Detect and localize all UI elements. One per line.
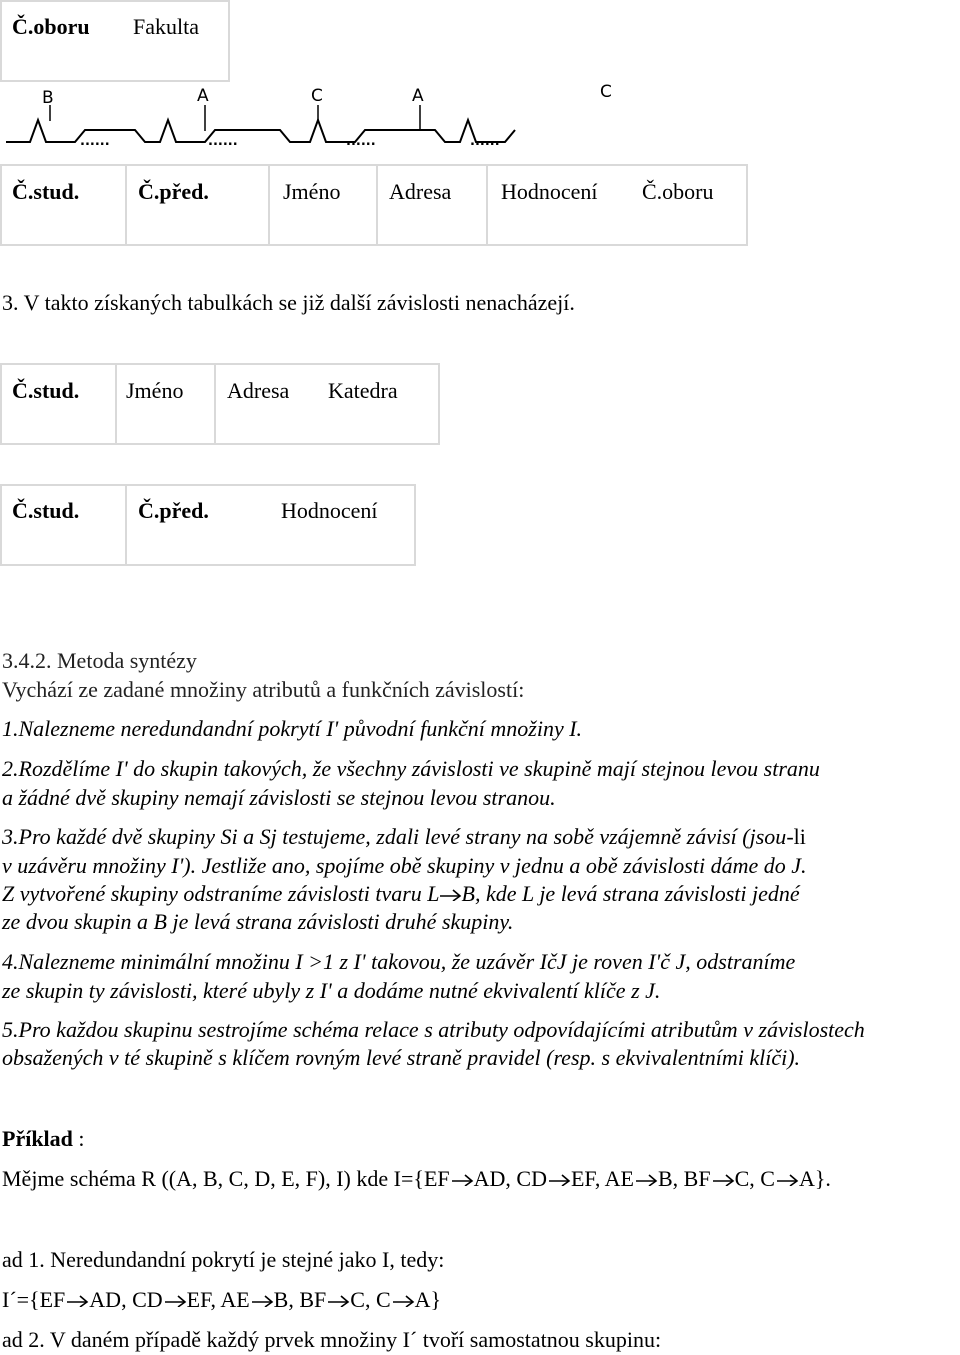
schema-part: EF, AE <box>570 1166 634 1191</box>
table-cell: Hodnocení <box>501 179 598 204</box>
step-2: 2.Rozdělíme I' do skupin takových, že všechny závislosti ve skupině mají stejnou levou stranu <box>2 756 820 781</box>
cover-part: AD, CD <box>89 1287 163 1312</box>
table-cell-box <box>0 164 127 246</box>
section-heading: 3.4.2. Metoda syntézy <box>2 648 197 673</box>
arrow-icon <box>326 1293 350 1307</box>
step3-note: 3. V takto získaných tabulkách se již další závislosti nenacházejí. <box>2 290 575 315</box>
table-cell-box <box>125 164 270 246</box>
table-cell: Č.před. <box>138 498 209 523</box>
table-cell: Fakulta <box>133 14 199 39</box>
example-schema <box>2 1164 831 1194</box>
step-2-cont: a žádné dvě skupiny nemají závislosti se stejnou levou stranou. <box>2 785 556 810</box>
diagram-letter: A <box>197 86 209 106</box>
step-3-text: 3.Pro každé dvě skupiny Si a Sj testujeme, zdali levé strany na sobě vzájemně závisí (jsou <box>2 824 787 849</box>
diagram-dots: ...... <box>80 134 110 149</box>
arrow-icon <box>163 1293 187 1307</box>
diagram-dots: ...... <box>208 134 238 149</box>
arrow-icon <box>775 1172 799 1186</box>
example-ad2: ad 2. V daném případě každý prvek množiny I´ tvoří samostatnou skupinu: <box>2 1327 662 1352</box>
table-cell-box <box>376 164 488 246</box>
table-cell: Hodnocení <box>281 498 378 523</box>
cover-part: C, C <box>350 1287 391 1312</box>
diagram-dots: ...... <box>470 134 500 149</box>
arrow-icon <box>250 1293 274 1307</box>
arrow-icon <box>391 1293 415 1307</box>
table-cell: Č.stud. <box>12 179 80 204</box>
step-1: 1.Nalezneme neredundandní pokrytí I' původní funkční množiny I. <box>2 716 583 741</box>
example-heading <box>2 1124 85 1154</box>
schema-part: Mějme schéma R ((A, B, C, D, E, F), I) kde I={EF <box>2 1166 450 1191</box>
step-3-cont: v uzávěru množiny I'). Jestliže ano, spojíme obě skupiny v jednu a obě závislosti dáme do J. <box>2 853 807 878</box>
table-cell: Jméno <box>283 179 341 204</box>
step-5-cont: obsažených v té skupině s klíčem rovným levé straně pravidel (resp. s ekvivalentními klíči). <box>2 1045 801 1070</box>
step-3-pre: Z vytvořené skupiny odstraníme závislosti tvaru L <box>2 881 440 906</box>
table-cell: Adresa <box>227 378 290 403</box>
step-3 <box>2 822 806 852</box>
table-cell-box <box>0 484 127 566</box>
step-3-post: B, kde L je levá strana závislosti jedné <box>461 881 800 906</box>
arrow-icon <box>634 1172 658 1186</box>
step-3-tail: -li <box>786 824 806 849</box>
diagram-letter: B <box>42 88 54 108</box>
cover-part: I´={EF <box>2 1287 66 1312</box>
diagram-dots: ...... <box>346 134 376 149</box>
example-label: Příklad <box>2 1126 73 1151</box>
arrow-icon <box>450 1172 474 1186</box>
example-colon: : <box>72 1126 85 1151</box>
table-cell-box <box>486 164 631 246</box>
table-cell: Adresa <box>389 179 452 204</box>
decomposition-diagram <box>0 85 520 155</box>
table-cell: Katedra <box>328 378 398 403</box>
schema-part: A}. <box>798 1166 831 1191</box>
arrow-icon <box>65 1293 89 1307</box>
table-cell: Č.oboru <box>12 14 90 39</box>
table-cell: Č.oboru <box>642 179 714 204</box>
example-ad1: ad 1. Neredundandní pokrytí je stejné jako I, tedy: <box>2 1247 445 1272</box>
step-4: 4.Nalezneme minimální množinu I >1 z I' takovou, že uzávěr IčJ je roven I'č J, odstraníme <box>2 949 796 974</box>
table-cell-box <box>125 484 270 566</box>
arrow-icon <box>547 1172 571 1186</box>
section-intro: Vychází ze zadané množiny atributů a funkčních závislostí: <box>2 677 525 702</box>
diagram-letter: A <box>412 86 424 106</box>
table-cell: Č.stud. <box>12 498 80 523</box>
arrow-icon <box>440 887 462 901</box>
schema-part: B, BF <box>658 1166 711 1191</box>
step-3-cont3: ze dvou skupin a B je levá strana závislosti druhé skupiny. <box>2 909 514 934</box>
schema-part: AD, CD <box>473 1166 547 1191</box>
step-4-cont: ze skupin ty závislosti, které ubyly z I' a dodáme nutné ekvivalentí klíče z J. <box>2 978 661 1003</box>
cover-part: B, BF <box>273 1287 327 1312</box>
table-cell: Č.stud. <box>12 378 80 403</box>
schema-part: C, C <box>734 1166 775 1191</box>
cover-part: EF, AE <box>186 1287 250 1312</box>
table-cell-box <box>214 363 317 445</box>
table-cell-box <box>115 363 216 445</box>
cover-part: A} <box>414 1287 442 1312</box>
diagram-letter: C <box>311 86 323 106</box>
diagram-letter: C <box>600 82 612 102</box>
arrow-icon <box>711 1172 735 1186</box>
table-cell: Jméno <box>126 378 184 403</box>
table-cell-box <box>268 164 378 246</box>
step-5: 5.Pro každou skupinu sestrojíme schéma relace s atributy odpovídajícími atributům v závislostech <box>2 1017 865 1042</box>
table-cell-box <box>0 363 117 445</box>
example-cover <box>2 1285 441 1315</box>
table-cell-box <box>0 0 117 82</box>
table-cell: Č.před. <box>138 179 209 204</box>
step-3-cont2 <box>2 879 800 909</box>
